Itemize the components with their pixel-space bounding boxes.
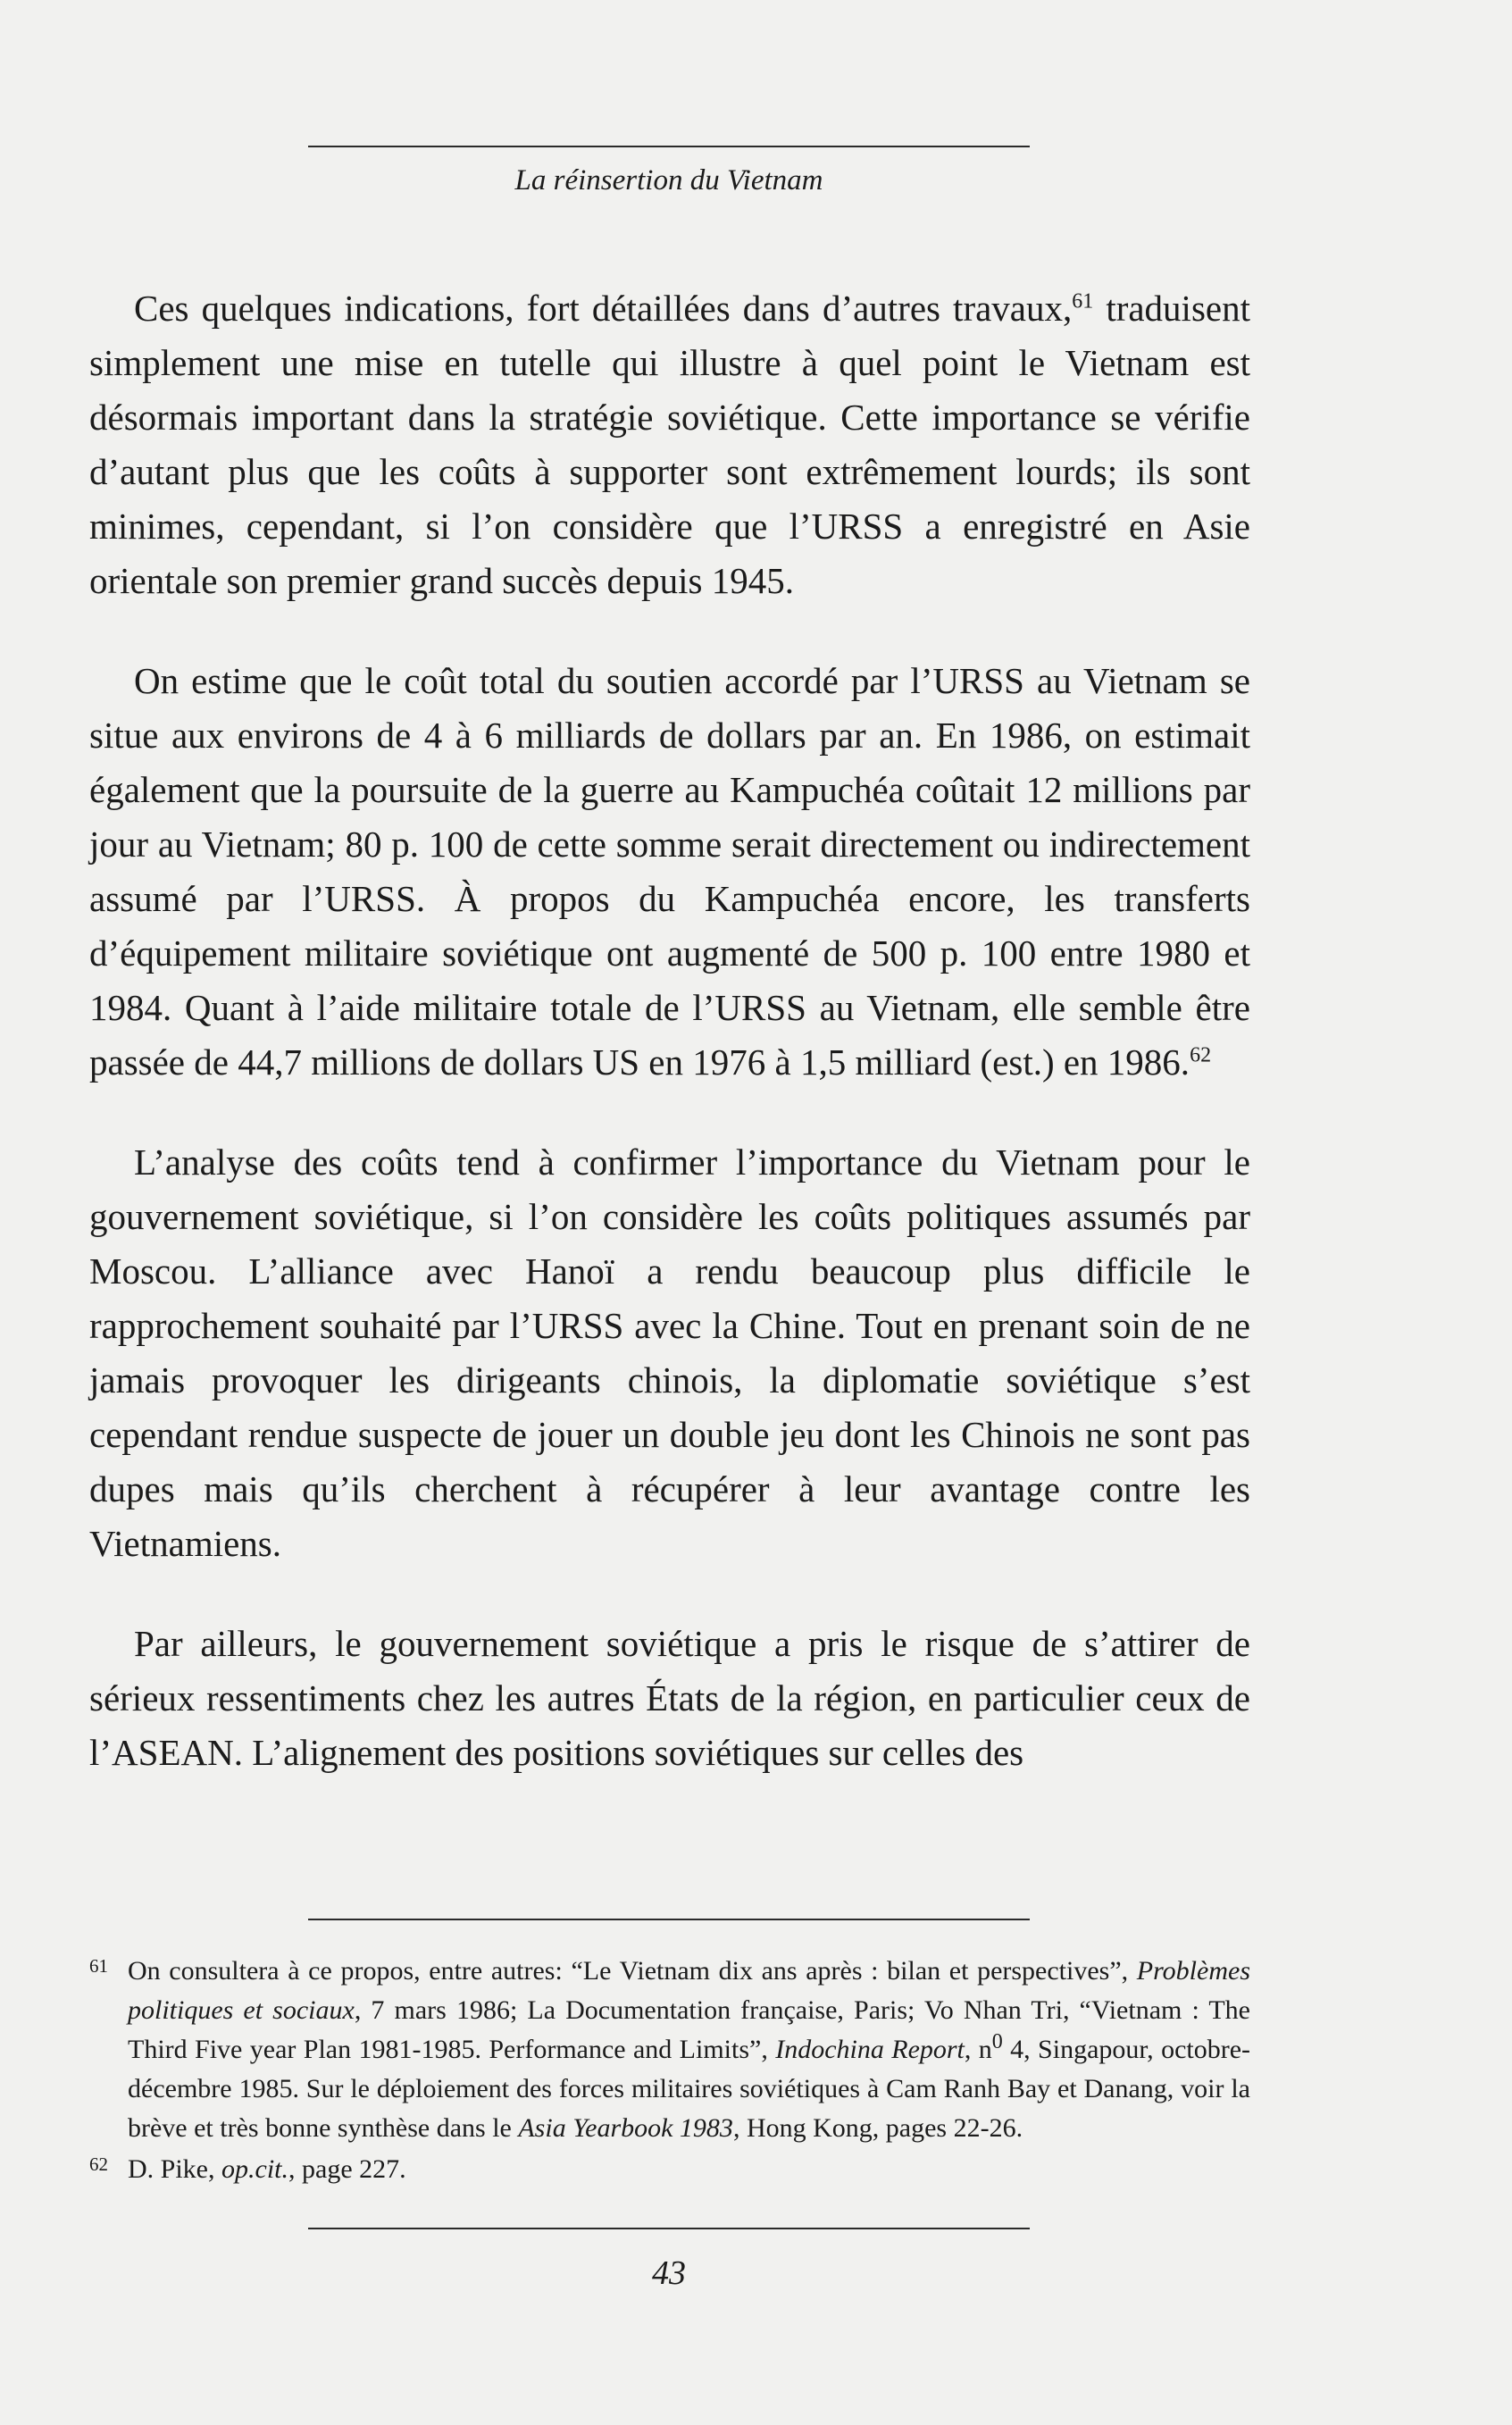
footnote-number: 62 [89, 2153, 108, 2175]
footnote-number: 61 [89, 1955, 108, 1977]
footnote-61: 61 On consultera à ce propos, entre autres: “Le Vietnam dix ans après : bilan et perspectives”, Problèmes politiques et sociaux, 7 mars 1986; La Documentation française, Paris; Vo Nhan Tri, “Vietnam : The Third Five year Plan 1981-1985. Performance and Limits”, Indochina Report, $n^0$ 4, Singapour, octobre-décembre 1985. Sur le déploiement des forces militaires soviétiques à Cam Ranh Bay et Danang, voir la brève et très bonne synthèse dans le Asia Yearbook 1983, Hong Kong, pages 22-26. [89, 1952, 1250, 2148]
running-head: La réinsertion du Vietnam [514, 164, 823, 197]
paragraph-2: On estime que le coût total du soutien accordé par l’URSS au Vietnam se situe aux environs de 4 à 6 milliards de dollars par an. En 1986, on estimait également que la poursuite de la guerre au Kampuchéa coûtait 12 millions par jour au Vietnam; 80 p. 100 de cette somme serait directement ou indirectement assumé par l’URSS. À propos du Kampuchéa encore, les transferts d’équipement militaire soviétique ont augmenté de 500 p. 100 entre 1980 et 1984. Quant à l’aide militaire totale de l’URSS au Vietnam, elle semble être passée de 44,7 millions de dollars US en 1976 à 1,5 milliard (est.) en 1986.62 [89, 660, 1250, 1083]
footnote-ref-62[interactable]: 62 [1190, 1043, 1212, 1067]
footnote-ref-61[interactable]: 61 [1072, 289, 1094, 314]
footnotes [89, 1952, 1250, 2189]
page-number: 43 [652, 2254, 686, 2292]
footer-rule [308, 2228, 1030, 2229]
body-text [89, 281, 1250, 1780]
header-rule [308, 146, 1030, 147]
paragraph-4: Par ailleurs, le gouvernement soviétique a pris le risque de s’attirer de sérieux ressentiments chez les autres États de la région, en particulier ceux de l’ASEAN. L’alignement des positions soviétiques sur celles des [89, 1623, 1250, 1773]
footnote-62: 62 D. Pike, op.cit., page 227. [89, 2150, 1250, 2189]
paragraph-3: L’analyse des coûts tend à confirmer l’importance du Vietnam pour le gouvernement soviétique, si l’on considère les coûts politiques assumés par Moscou. L’alliance avec Hanoï a rendu beaucoup plus difficile le rapprochement souhaité par l’URSS avec la Chine. Tout en prenant soin de ne jamais provoquer les dirigeants chinois, la diplomatie soviétique s’est cependant rendue suspecte de jouer un double jeu dont les Chinois ne sont pas dupes mais qu’ils cherchent à récupérer à leur avantage contre les Vietnamiens. [89, 1141, 1250, 1564]
footnote-rule [308, 1919, 1030, 1920]
paragraph-1: Ces quelques indications, fort détaillées dans d’autres travaux,$^{61}$ traduisent simplement une mise en tutelle qui illustre à quel point le Vietnam est désormais important dans la stratégie soviétique. Cette importance se vérifie d’autant plus que les coûts à supporter sont extrêmement lourds; ils sont minimes, cependant, si l’on considère que l’URSS a enregistré en Asie orientale son premier grand succès depuis 1945. [89, 288, 1250, 601]
